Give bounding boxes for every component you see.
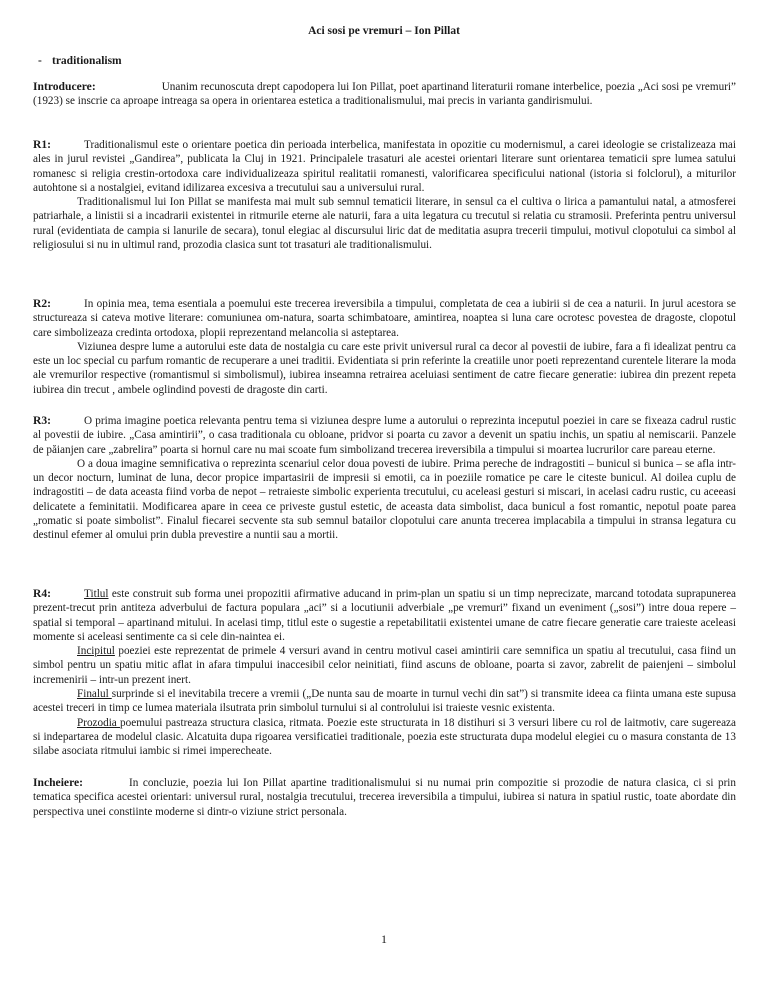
section-r3 bbox=[33, 414, 736, 543]
section-label: R3: bbox=[33, 414, 52, 427]
paragraph-text: In opinia mea, tema esentiala a poemului este trecerea ireversibila a timpului, completata de cea a iubirii si de cea a naturii. In jurul acestora se structureaza si cateva motive literare: comuniunea om-natura, soarta schimbatoare, amintirea, noaptea si luna care ocrotesc povestea de dragoste, clopotul care simbolizeaza credinta ortodoxa, plopii reprezentand melancolia si asteptarea. bbox=[33, 298, 736, 339]
paragraph-text: surprinde si el inevitabila trecere a vremii („De nunta sau de moarte in turnul vechi din sat”) si transmite ideea ca fiinta umana este supusa acestei treceri in timp ce lumea materiala ilsutrata prin simbolul turnului si al controlului isi traieste vesnic existenta. bbox=[33, 688, 736, 715]
section-r4 bbox=[33, 587, 736, 759]
r1-paragraph-1 bbox=[33, 138, 736, 195]
page-number: 1 bbox=[381, 932, 387, 946]
paragraph-text: In concluzie, poezia lui Ion Pillat apartine traditionalismului si nu numai prin compozitie si prozodie de natura clasica, ci si prin tematica specifica acestei orientari: universul rural, nostalgia trecutului, trecerea ireversibila a timpului, iubirea si natura in spatiul rustic, toate abordate din perspectiva unei constiinte moderne si dintr-o viziune strict personala. bbox=[33, 777, 736, 818]
section-label: R1: bbox=[33, 138, 52, 151]
r2-paragraph-1 bbox=[33, 297, 736, 340]
section-label: Incheiere: bbox=[33, 776, 84, 789]
r4-paragraph-title bbox=[33, 587, 736, 644]
section-r2 bbox=[33, 297, 736, 397]
section-introduction bbox=[33, 80, 736, 109]
r2-paragraph-2: Viziunea despre lume a autorului este data de nostalgia cu care este privit universul rural ca decor al povestii de iubire, fara a fi idealizat pentru ca este un loc special cu parfum romantic de recuperare a unei traditii. Evidentiata si prin referinte la creatiile unor poeti reprezentand curentele literare la moda ale vremurilor respective (romantismul si simbolismul), iubirea inseamna retrairea aceluiasi sentiment de catre fiecare generatie: iubirea din prezent repeta iubirea din trecut , ambele oglindind povesti de dragoste din carti. bbox=[33, 340, 736, 396]
tag-bullet: - bbox=[38, 55, 42, 67]
paragraph-text: O prima imagine poetica relevanta pentru tema si viziunea despre lume a autorului o reprezinta inceputul poeziei in care se fixeaza cadrul rustic al povestii de iubire. „Casa amintirii”, o casa traditionala cu obloane, pridvor si poarta cu zavor a devenit un spatiu inchis, un spatiu al nemiscarii. Panzele de păianjen care „zabrelira” poarta si hornul care nu mai scoate fum simbolizand trecerea ireversibila a timpului si moartea lucrurilor care pareau eterne. bbox=[33, 415, 736, 456]
r3-paragraph-1 bbox=[33, 414, 736, 457]
r3-paragraph-2: O a doua imagine semnificativa o reprezinta scenariul celor doua povesti de iubire. Prima pereche de indragostiti – bunicul si bunica – se afla intr-un decor nocturn, luminat de luna, decor propice impartasirii de impresii si emotii, ca in poeziile romatice pe care le citeste bunicul. Al doilea cuplu de indragostiti – de data aceasta fiind vorba de nepot – retraieste simbolic experienta trecutului, cu aceleasi gesturi si miscari, in acelasi cadru rustic, cu aceeasi delicatete a feminitatii. Modificarea apare in ceea ce priveste gustul estetic, de aceasta data simbolist, daca bunicul a fost romantic, nepotul poate parea „romatic si poate simbolist”. Finalul fiecarei secvente sta sub semnul batailor clopotului care anunta trecerea implacabila a timpului in stransa legatura cu destinul efemer al omului prin dubla prevestire a nuntii sau a mortii. bbox=[33, 457, 736, 542]
section-label: R2: bbox=[33, 297, 52, 310]
conclusion-paragraph bbox=[33, 776, 736, 819]
paragraph-text: Traditionalismul este o orientare poetica din perioada interbelica, manifestata in opozitie cu modernismul, a carei ideologie se cristalizeaza mai ales in jurul revistei „Gandirea”, publicata la Cluj in 1921. Principalele trasaturi ale acestei orientari literare sunt orientarea tematicii spre lumea satului romanesc si religia crestin-ortodoxa care individualizeaza spiritul realitatii romanesti, valorificarea specificului national (istoria si folclorul), a miturilor autohtone si a nostalgiei, evitand idilizarea excesiva a trecutului sau a universului rural. bbox=[33, 139, 736, 194]
paragraph-text: Unanim recunoscuta drept capodopera lui Ion Pillat, poet apartinand literaturii romane interbelice, poezia „Aci sosi pe vremuri” (1923) se inscrie ca aproape intreaga sa opera in orientarea estetica a traditionalismului, mai precis in varianta gandirismului. bbox=[33, 81, 736, 108]
section-r1 bbox=[33, 138, 736, 252]
keyword-titlul: Titlul bbox=[84, 588, 109, 600]
section-label: Introducere: bbox=[33, 80, 96, 93]
section-conclusion bbox=[33, 776, 736, 819]
topic-tag bbox=[38, 54, 122, 68]
paragraph-text: poemului pastreaza structura clasica, ritmata. Poezie este structurata in 18 distihuri si 3 versuri libere cu rol de laitmotiv, care sugereaza si indepartarea de modelul clasic. Alcatuita dupa rigoarea versificatiei traditionale, poezia este structurata dupa modelul elegiei cu o masura constanta de 13 silabe asociata ritmului iambic si rimei imperecheate. bbox=[33, 716, 736, 758]
r4-paragraph-final bbox=[33, 687, 736, 716]
section-label: R4: bbox=[33, 587, 52, 600]
keyword-incipitul: Incipitul bbox=[77, 645, 115, 658]
keyword-finalul: Finalul bbox=[77, 688, 112, 701]
r1-paragraph-2: Traditionalismul lui Ion Pillat se manifesta mai mult sub semnul tematicii literare, in sensul ca el cultiva o lirica a pamantului natal, a atmosferei patriarhale, a linistii si a incadrarii existentei in ritmurile eterne ale naturii, fara a uita legatura cu trecutul si relatia cu stramosii. Preferinta pentru universul rural (evidentiata de campia si lanurile de secara), tonul elegiac al discursului liric dat de meditatia asupra trecerii timpului, motivul clopotului ca simbol al religiosului si nu in ultimul rand, prozodia clasica sunt tot trasaturi ale traditionalismului. bbox=[33, 196, 736, 252]
document-title: Aci sosi pe vremuri – Ion Pillat bbox=[308, 25, 460, 37]
r4-paragraph-incipit bbox=[33, 644, 736, 687]
intro-paragraph bbox=[33, 80, 736, 109]
paragraph-text: poeziei este reprezentat de primele 4 versuri avand in centru motivul casei amintirii care semnifica un spatiu al trecutului, casa fiind un simbol pentru un spatiu mitic aflat in afara timpului inaccesibil celor neinitiati, fiind ascuns de obloane, poarta si zavor, zabrelit de paienjeni – simbolul incremenirii – intr-un prezent inert. bbox=[33, 645, 736, 686]
tag-text: traditionalism bbox=[52, 55, 122, 67]
r4-paragraph-prozodia bbox=[33, 716, 736, 759]
keyword-prozodia: Prozodia bbox=[77, 716, 121, 729]
paragraph-text: este construit sub forma unei propozitii afirmative aducand in prim-plan un spatiu si un timp neprecizate, marcand totodata suprapunerea prezent-trecut prin antiteza adverbului de factura populara „aci” si a locutiunii adverbiale „pe vremuri” fixand un eveniment („sosi”) intre doua repere – spatial si temporal – apartinand mitului. In acelasi timp, titlul este o sugestie a repetabilitatii existentei umane de catre fiecare generatie care traieste aceleasi momente si aceleasi sentimente ca si cele din-naintea ei. bbox=[33, 588, 736, 643]
